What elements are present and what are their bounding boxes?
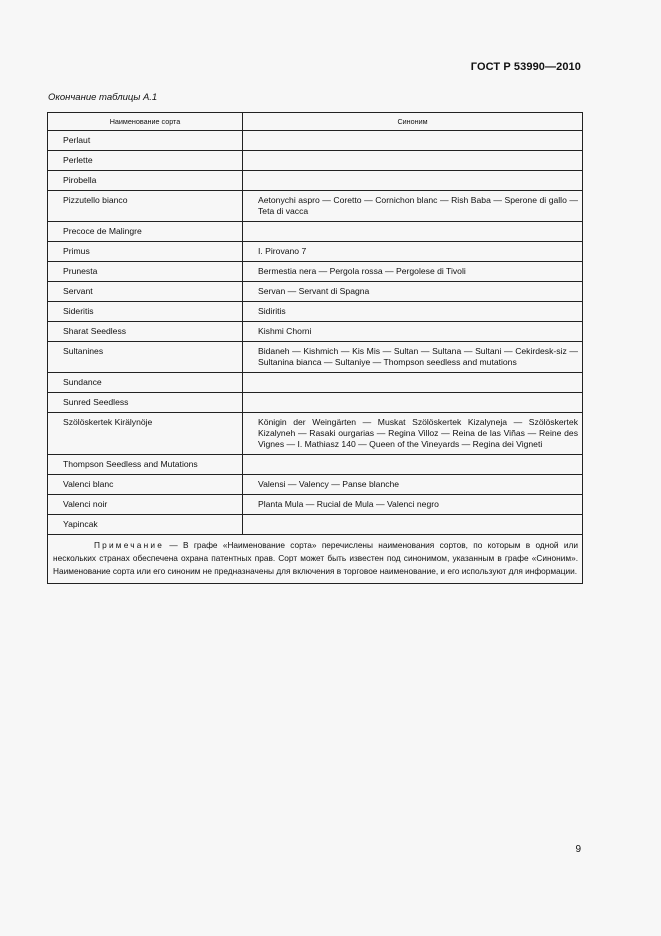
synonym-cell: I. Pirovano 7 — [243, 242, 583, 262]
synonym-cell: Kishmi Chorni — [243, 322, 583, 342]
table-row — [48, 373, 583, 393]
variety-name-cell: Yapincak — [48, 515, 243, 535]
table-row — [48, 151, 583, 171]
variety-name-cell: Sideritis — [48, 302, 243, 322]
variety-name-cell: Pizzutello bianco — [48, 191, 243, 222]
variety-name-cell: Precoce de Malingre — [48, 222, 243, 242]
table-row — [48, 242, 583, 262]
table-row — [48, 282, 583, 302]
synonym-cell: Bermestia nera — Pergola rossa — Pergolese di Tivoli — [243, 262, 583, 282]
variety-name-cell: Servant — [48, 282, 243, 302]
variety-name-cell: Sharat Seedless — [48, 322, 243, 342]
table-row — [48, 262, 583, 282]
table-row — [48, 131, 583, 151]
synonym-cell: Königin der Weingärten — Muskat Szölöskertek Kizalyneja — Szölöskertek Kizalyneh — Rasaki ourgarias — Regina Villoz — Reina de las Viñas — Reine des Vignes — I. Mathiasz 140 — Queen of the Vineyards — Regina dei Vigneti — [243, 413, 583, 455]
table-caption: Окончание таблицы А.1 — [48, 92, 158, 103]
variety-name-cell: Thompson Seedless and Mutations — [48, 455, 243, 475]
table-row — [48, 515, 583, 535]
note-row — [48, 535, 583, 584]
variety-name-cell: Sunred Seedless — [48, 393, 243, 413]
table-body — [48, 131, 583, 535]
varieties-table — [47, 112, 583, 584]
table-row — [48, 171, 583, 191]
table-row — [48, 322, 583, 342]
table-row — [48, 455, 583, 475]
synonym-cell — [243, 373, 583, 393]
note-label: Примечание — [94, 540, 165, 550]
table-row — [48, 475, 583, 495]
variety-name-cell: Prunesta — [48, 262, 243, 282]
table-row — [48, 342, 583, 373]
synonym-cell — [243, 131, 583, 151]
table-note — [48, 535, 583, 584]
note-text: — В графе «Наименование сорта» перечислены наименования сортов, по которым в одной или нескольких странах обеспечена охрана патентных прав. Сорт может быть известен под синонимом, указанным в графе «Синоним». Наименование сорта или его синоним не предназначены для включения в торговое наименование, и его используют для информации. — [53, 540, 578, 576]
synonym-cell — [243, 455, 583, 475]
synonym-cell — [243, 151, 583, 171]
variety-name-cell: Perlette — [48, 151, 243, 171]
variety-name-cell: Valenci blanc — [48, 475, 243, 495]
table-row — [48, 393, 583, 413]
synonym-cell: Sidiritis — [243, 302, 583, 322]
variety-name-cell: Sundance — [48, 373, 243, 393]
synonym-cell: Planta Mula — Rucial de Mula — Valenci negro — [243, 495, 583, 515]
synonym-cell: Aetonychi aspro — Coretto — Cornichon blanc — Rish Baba — Sperone di gallo — Teta di vacca — [243, 191, 583, 222]
table-row — [48, 302, 583, 322]
table-row — [48, 191, 583, 222]
column-header-synonym: Синоним — [243, 113, 583, 131]
variety-name-cell: Szölöskertek Kirälynöje — [48, 413, 243, 455]
variety-name-cell: Primus — [48, 242, 243, 262]
synonym-cell: Bidaneh — Kishmich — Kis Mis — Sultan — Sultana — Sultani — Cekirdesk-siz — Sultanina bianca — Sultaniye — Thompson seedless and mutations — [243, 342, 583, 373]
table-row — [48, 495, 583, 515]
standard-code: ГОСТ Р 53990—2010 — [470, 61, 581, 73]
table-row — [48, 413, 583, 455]
variety-name-cell: Pirobella — [48, 171, 243, 191]
synonym-cell — [243, 171, 583, 191]
synonym-cell — [243, 393, 583, 413]
variety-name-cell: Perlaut — [48, 131, 243, 151]
table-row — [48, 222, 583, 242]
synonym-cell: Valensi — Valency — Panse blanche — [243, 475, 583, 495]
synonym-cell: Servan — Servant di Spagna — [243, 282, 583, 302]
synonym-cell — [243, 515, 583, 535]
page-number: 9 — [575, 844, 581, 855]
column-header-name: Наименование сорта — [48, 113, 243, 131]
table-header-row — [48, 113, 583, 131]
synonym-cell — [243, 222, 583, 242]
variety-name-cell: Sultanines — [48, 342, 243, 373]
variety-name-cell: Valenci noir — [48, 495, 243, 515]
